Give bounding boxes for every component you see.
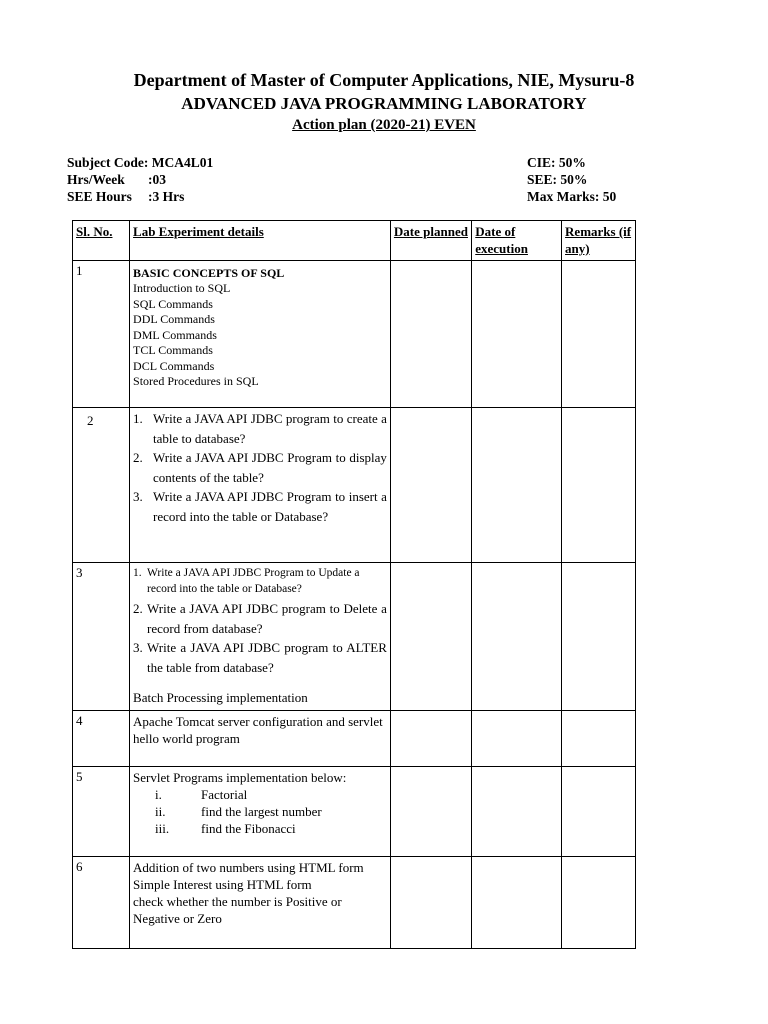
- row-line: Simple Interest using HTML form: [133, 877, 312, 892]
- subject-code-row: [67, 154, 213, 171]
- remarks-cell: [562, 261, 636, 408]
- date-execution-cell: [472, 408, 562, 563]
- row-title: BASIC CONCEPTS OF SQL: [133, 266, 285, 280]
- row-details: Apache Tomcat server configuration and servlet hello world program: [130, 711, 391, 767]
- see-value: SEE: 50%: [527, 172, 588, 187]
- action-plan-heading: [0, 117, 768, 134]
- date-execution-cell: [472, 563, 562, 711]
- row-details: [130, 563, 391, 711]
- date-execution-cell: [472, 261, 562, 408]
- row-details: [130, 857, 391, 949]
- see-hours-label: SEE Hours: [67, 189, 132, 204]
- meta-right-block: [527, 154, 616, 205]
- date-planned-cell: [390, 261, 471, 408]
- list-item: 2. Write a JAVA API JDBC Program to display contents of the table?: [133, 450, 387, 485]
- row-line: Stored Procedures in SQL: [133, 374, 259, 388]
- row-sl-no: 4: [73, 711, 130, 767]
- row-line: Introduction to SQL: [133, 281, 231, 295]
- see-hours-row: [67, 188, 213, 205]
- row-details: [130, 408, 391, 563]
- remarks-cell: [562, 408, 636, 563]
- table-row: [73, 767, 636, 857]
- row-line: SQL Commands: [133, 296, 213, 311]
- date-planned-cell: [390, 857, 471, 949]
- hrs-week-row: [67, 171, 213, 188]
- subject-code-label: Subject Code:: [67, 155, 152, 170]
- row-sl-no: 5: [73, 767, 130, 857]
- col-header-date-execution: Date of execution: [472, 221, 562, 261]
- list-item: iii. find the Fibonacci: [155, 821, 296, 836]
- table-row: [73, 261, 636, 408]
- col-header-experiment: Lab Experiment details: [130, 221, 391, 261]
- table-row: [73, 711, 636, 767]
- row-line: Addition of two numbers using HTML form: [133, 860, 364, 875]
- date-planned-cell: [390, 767, 471, 857]
- row-sl-no: [73, 408, 130, 563]
- action-plan-table: [72, 220, 636, 949]
- row-intro: Servlet Programs implementation below:: [133, 770, 347, 785]
- list-item: 3. Write a JAVA API JDBC Program to insert a record into the table or Database?: [133, 489, 387, 524]
- date-execution-cell: [472, 857, 562, 949]
- remarks-cell: [562, 711, 636, 767]
- list-item: 3. Write a JAVA API JDBC program to ALTER the table from database?: [133, 640, 387, 675]
- row-extra: Batch Processing implementation: [133, 690, 308, 705]
- remarks-cell: [562, 767, 636, 857]
- date-planned-cell: [390, 711, 471, 767]
- table-row: [73, 857, 636, 949]
- see-hours-value: :3 Hrs: [148, 189, 185, 204]
- row-sl-no: 1: [73, 261, 130, 408]
- subject-code-value: MCA4L01: [151, 155, 214, 170]
- remarks-cell: [562, 857, 636, 949]
- row-sl-no: 3: [73, 563, 130, 711]
- row-sl-no: 6: [73, 857, 130, 949]
- table-row: [73, 408, 636, 563]
- row-line: DML Commands: [133, 327, 217, 342]
- col-header-remarks: Remarks (if any): [562, 221, 636, 261]
- row-line: DCL Commands: [133, 358, 215, 373]
- list-item: ii. find the largest number: [155, 804, 322, 819]
- meta-left-block: [67, 154, 213, 205]
- row-details: [130, 767, 391, 857]
- list-item: 1. Write a JAVA API JDBC program to create a table to database?: [133, 411, 387, 446]
- hrs-week-value: :03: [148, 172, 166, 187]
- col-header-date-planned: Date planned: [390, 221, 471, 261]
- table-header-row: [73, 221, 636, 261]
- row-line: DDL Commands: [133, 312, 215, 326]
- table-row: [73, 563, 636, 711]
- hrs-week-label: Hrs/Week: [67, 172, 125, 187]
- date-planned-cell: [390, 563, 471, 711]
- cie-value: CIE: 50%: [527, 155, 586, 170]
- row-line: TCL Commands: [133, 343, 213, 357]
- max-marks-value: Max Marks: 50: [527, 189, 617, 204]
- col-header-sl-no: Sl. No.: [73, 221, 130, 261]
- lab-title: ADVANCED JAVA PROGRAMMING LABORATORY: [181, 94, 587, 113]
- list-item: 2. Write a JAVA API JDBC program to Delete a record from database?: [133, 601, 387, 636]
- date-execution-cell: [472, 767, 562, 857]
- row-line: check whether the number is Positive or Negative or Zero: [133, 894, 342, 926]
- department-heading: Department of Master of Computer Applications, NIE, Mysuru-8: [133, 70, 635, 90]
- remarks-cell: [562, 563, 636, 711]
- date-planned-cell: [390, 408, 471, 563]
- experiment-list: [133, 409, 387, 526]
- row-details: [130, 261, 391, 408]
- action-plan-text: Action plan (2020-21) EVEN: [292, 117, 476, 133]
- date-execution-cell: [472, 711, 562, 767]
- servlet-list: [133, 786, 387, 837]
- list-item: i. Factorial: [155, 787, 248, 802]
- list-item: 1. Write a JAVA API JDBC Program to Update a record into the table or Database?: [133, 567, 360, 595]
- row-sl-no-text: 2: [87, 413, 94, 428]
